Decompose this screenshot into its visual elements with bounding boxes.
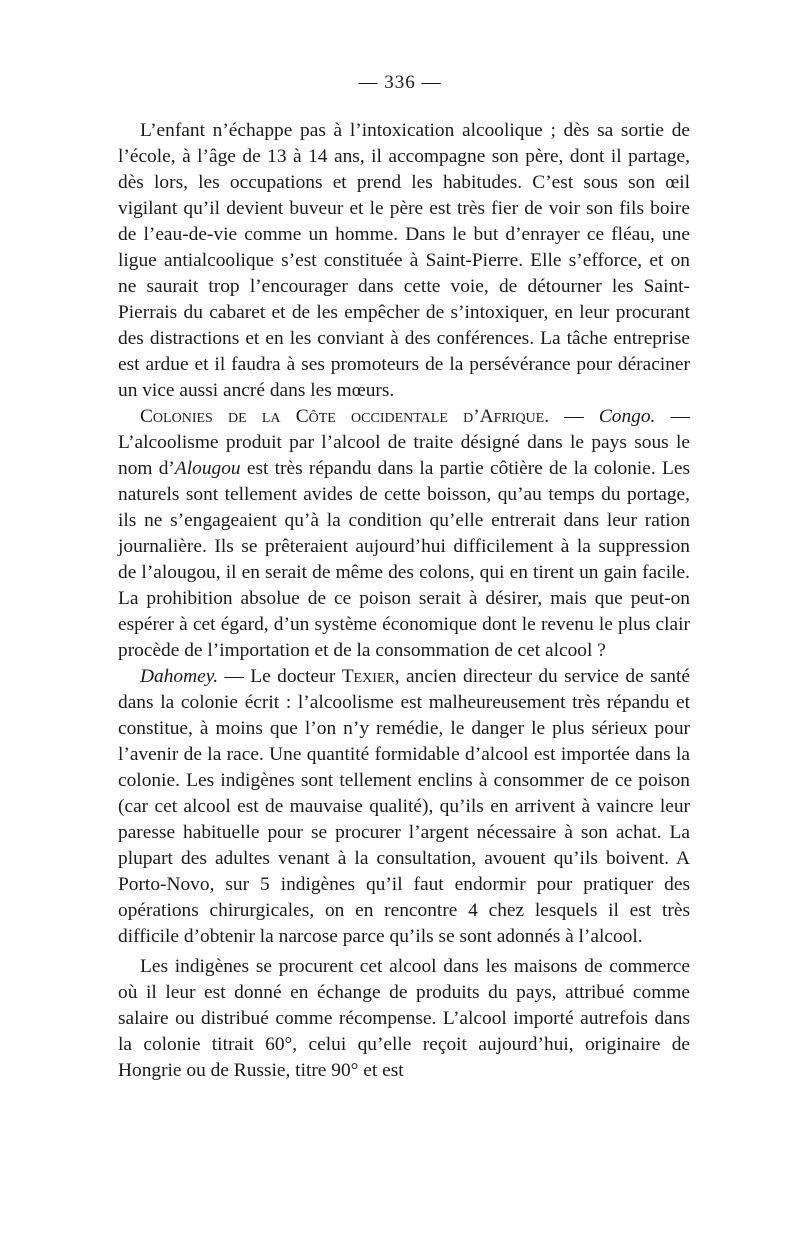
paragraph bbox=[118, 404, 690, 664]
text-run: — Le docteur bbox=[218, 666, 342, 687]
paragraph bbox=[118, 118, 690, 404]
body-text bbox=[118, 118, 690, 1084]
text-run: L’enfant n’échappe pas à l’intoxication alcoolique ; dès sa sortie de l’école, à l’âge de 13 à 14 ans, il accompagne son père, dont il partage, dès lors, les occupations et prend les habitudes. C’est sous son œil vigilant qu’il devient buveur et le père est très fier de voir son fils boire de l’eau-de-vie comme un homme. Dans le but d’enrayer ce fléau, une ligue antialcoolique s’est constituée à Saint-Pierre. Elle s’efforce, et on ne saurait trop l’encourager dans cette voie, de détourner les Saint-Pierrais du cabaret et de les empêcher de s’intoxiquer, en leur procurant des distractions et en les conviant à des conférences. La tâche entreprise est ardue et il faudra à ses promoteurs de la persévérance pour déraciner un vice aussi ancré dans les mœurs. bbox=[118, 120, 690, 401]
italic-text: Alougou bbox=[174, 458, 241, 479]
text-run: — bbox=[549, 406, 599, 427]
page-number: — 336 — bbox=[358, 72, 442, 93]
text-run: Les indigènes se procurent cet alcool dans les maisons de commerce où il leur est donné en échange de produits du pays, attribué comme salaire ou distribué comme récompense. L’alcool importé autrefois dans la colonie titrait 60°, celui qu’elle reçoit aujourd’hui, originaire de Hongrie ou de Russie, titre 90° et est bbox=[118, 956, 690, 1081]
text-run: est très répandu dans la partie côtière de la colonie. Les naturels sont tellement avides de cette boisson, qu’au temps du portage, ils ne s’engageaient qu’à la condition qu’elle entrerait dans leur ration journalière. Ils se prêteraient aujourd’hui difficilement à la suppression de l’alougou, il en serait de même des colons, qui en tirent un gain facile. La prohibition absolue de ce poison serait à désirer, mais que peut-on espérer à cet égard, d’un système économique dont le revenu le plus clair procède de l’importation et de la consommation de cet alcool ? bbox=[118, 458, 691, 661]
text-run: , ancien directeur du service de santé dans la colonie écrit : l’alcoolisme est malheureusement très répandu et constitue, à moins que l’on n’y remédie, le danger le plus sérieux pour l’avenir de la race. Une quantité formidable d’alcool est importée dans la colonie. Les indigènes sont tellement enclins à consommer de ce poison (car cet alcool est de mauvaise qualité), qu’ils en arrivent à vaincre leur paresse habituelle pour se procurer l’argent nécessaire à son achat. La plupart des adultes venant à la consultation, avouent qu’ils boivent. A Porto-Novo, sur 5 indigènes qu’il faut endormir pour pratiquer des opérations chirurgicales, on en rencontre 4 chez lesquels il est très difficile d’obtenir la narcose parce qu’ils se sont adonnés à l’alcool. bbox=[118, 666, 690, 947]
italic-text: Congo. bbox=[598, 406, 656, 427]
paragraph bbox=[118, 954, 690, 1084]
small-caps-text: Texier bbox=[341, 666, 395, 687]
paragraph bbox=[118, 664, 690, 950]
small-caps-text: Colonies de la Côte occidentale d’Afrique. bbox=[140, 406, 550, 427]
italic-text: Dahomey. bbox=[140, 666, 219, 687]
text-run: — L’alcoolisme produit par l’alcool de traite désigné dans le pays sous le nom d’ bbox=[118, 406, 690, 479]
